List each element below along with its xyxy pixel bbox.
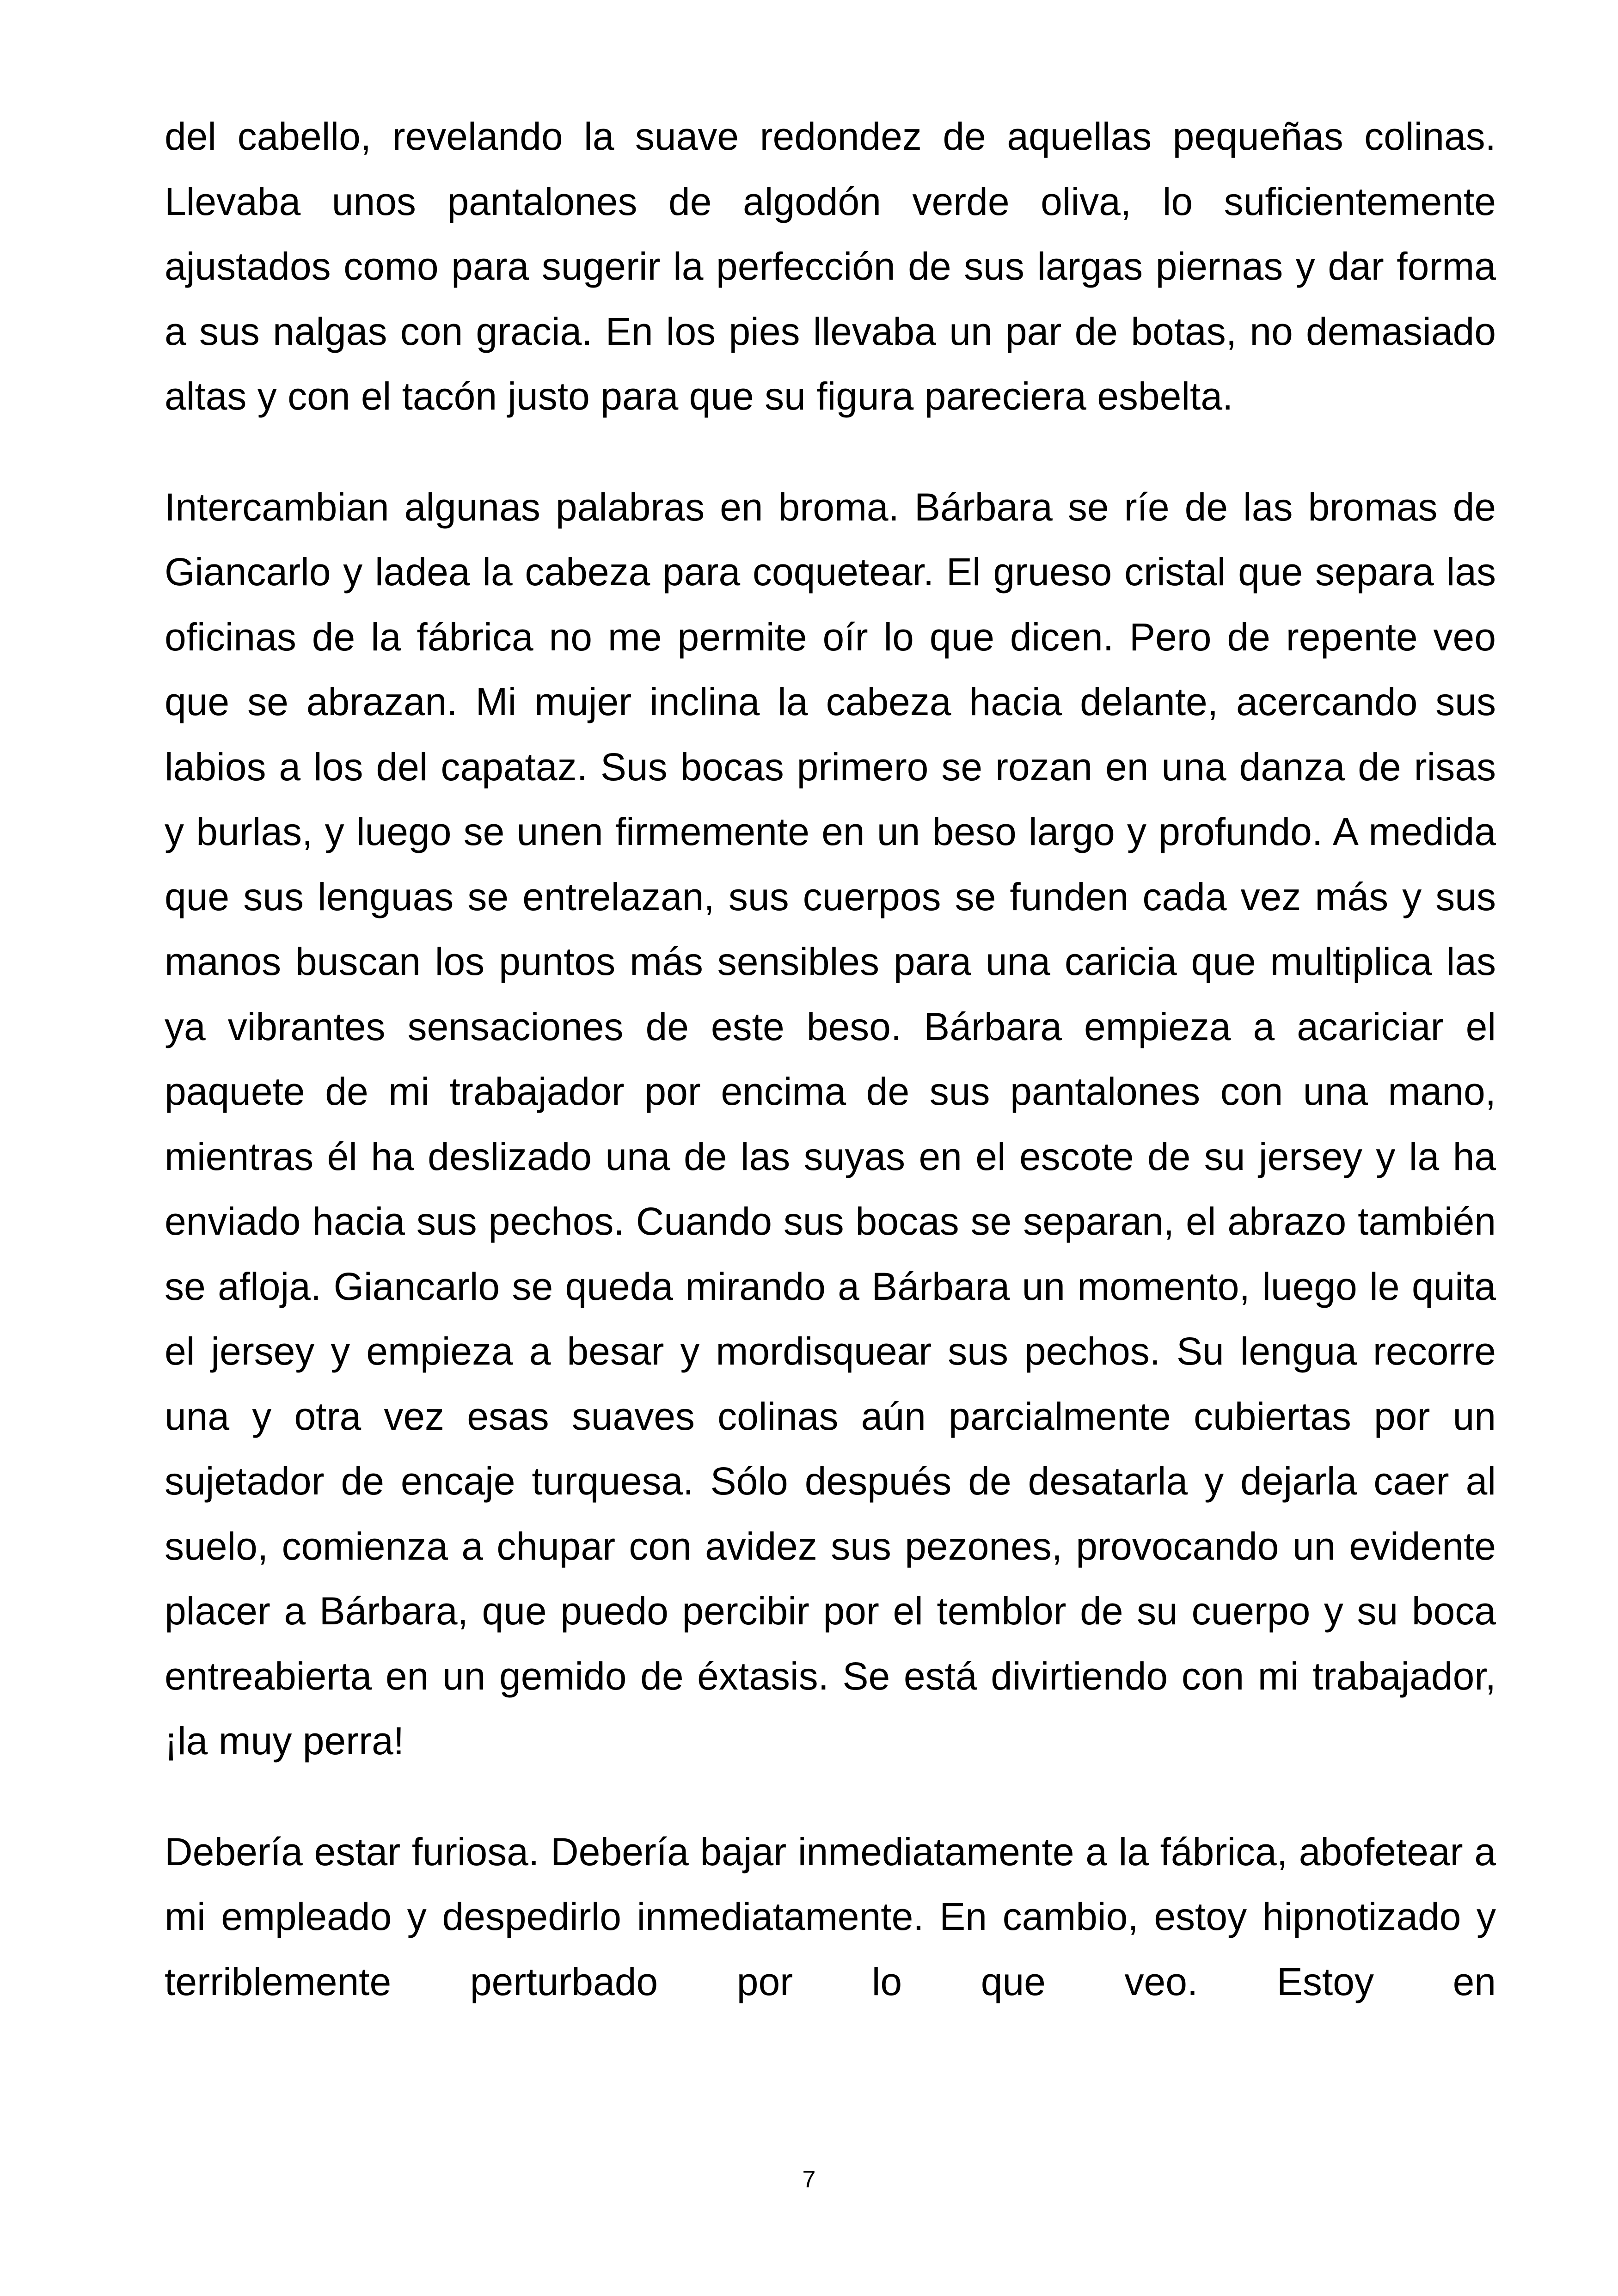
- body-text: [165, 104, 1496, 2060]
- paragraph-3: Debería estar furiosa. Debería bajar inmediatamente a la fábrica, abofetear a mi empleado y despedirlo inmediatamente. En cambio, estoy hipnotizado y terriblemente perturbado por lo que veo. Estoy en: [165, 1830, 1496, 2003]
- page-number: 7: [802, 2166, 816, 2193]
- paragraph-1: del cabello, revelando la suave redondez de aquellas pequeñas colinas. Llevaba unos pantalones de algodón verde oliva, lo suficientemente ajustados como para sugerir la perfección de sus largas piernas y dar forma a sus nalgas con gracia. En los pies llevaba un par de botas, no demasiado altas y con el tacón justo para que su figura pareciera esbelta.: [165, 115, 1496, 418]
- paragraph-2: Intercambian algunas palabras en broma. Bárbara se ríe de las bromas de Giancarlo y ladea la cabeza para coquetear. El grueso cristal que separa las oficinas de la fábrica no me permite oír lo que dicen. Pero de repente veo que se abrazan. Mi mujer inclina la cabeza hacia delante, acercando sus labios a los del capataz. Sus bocas primero se rozan en una danza de risas y burlas, y luego se unen firmemente en un beso largo y profundo. A medida que sus lenguas se entrelazan, sus cuerpos se funden cada vez más y sus manos buscan los puntos más sensibles para una caricia que multiplica las ya vibrantes sensaciones de este beso. Bárbara empieza a acariciar el paquete de mi trabajador por encima de sus pantalones con una mano, mientras él ha deslizado una de las suyas en el escote de su jersey y la ha enviado hacia sus pechos. Cuando sus bocas se separan, el abrazo también se afloja. Giancarlo se queda mirando a Bárbara un momento, luego le quita el jersey y empieza a besar y mordisquear sus pechos. Su lengua recorre una y otra vez esas suaves colinas aún parcialmente cubiertas por un sujetador de encaje turquesa. Sólo después de desatarla y dejarla caer al suelo, comienza a chupar con avidez sus pezones, provocando un evidente placer a Bárbara, que puedo percibir por el temblor de su cuerpo y su boca entreabierta en un gemido de éxtasis. Se está divirtiendo con mi trabajador, ¡la muy perra!: [165, 485, 1496, 1763]
